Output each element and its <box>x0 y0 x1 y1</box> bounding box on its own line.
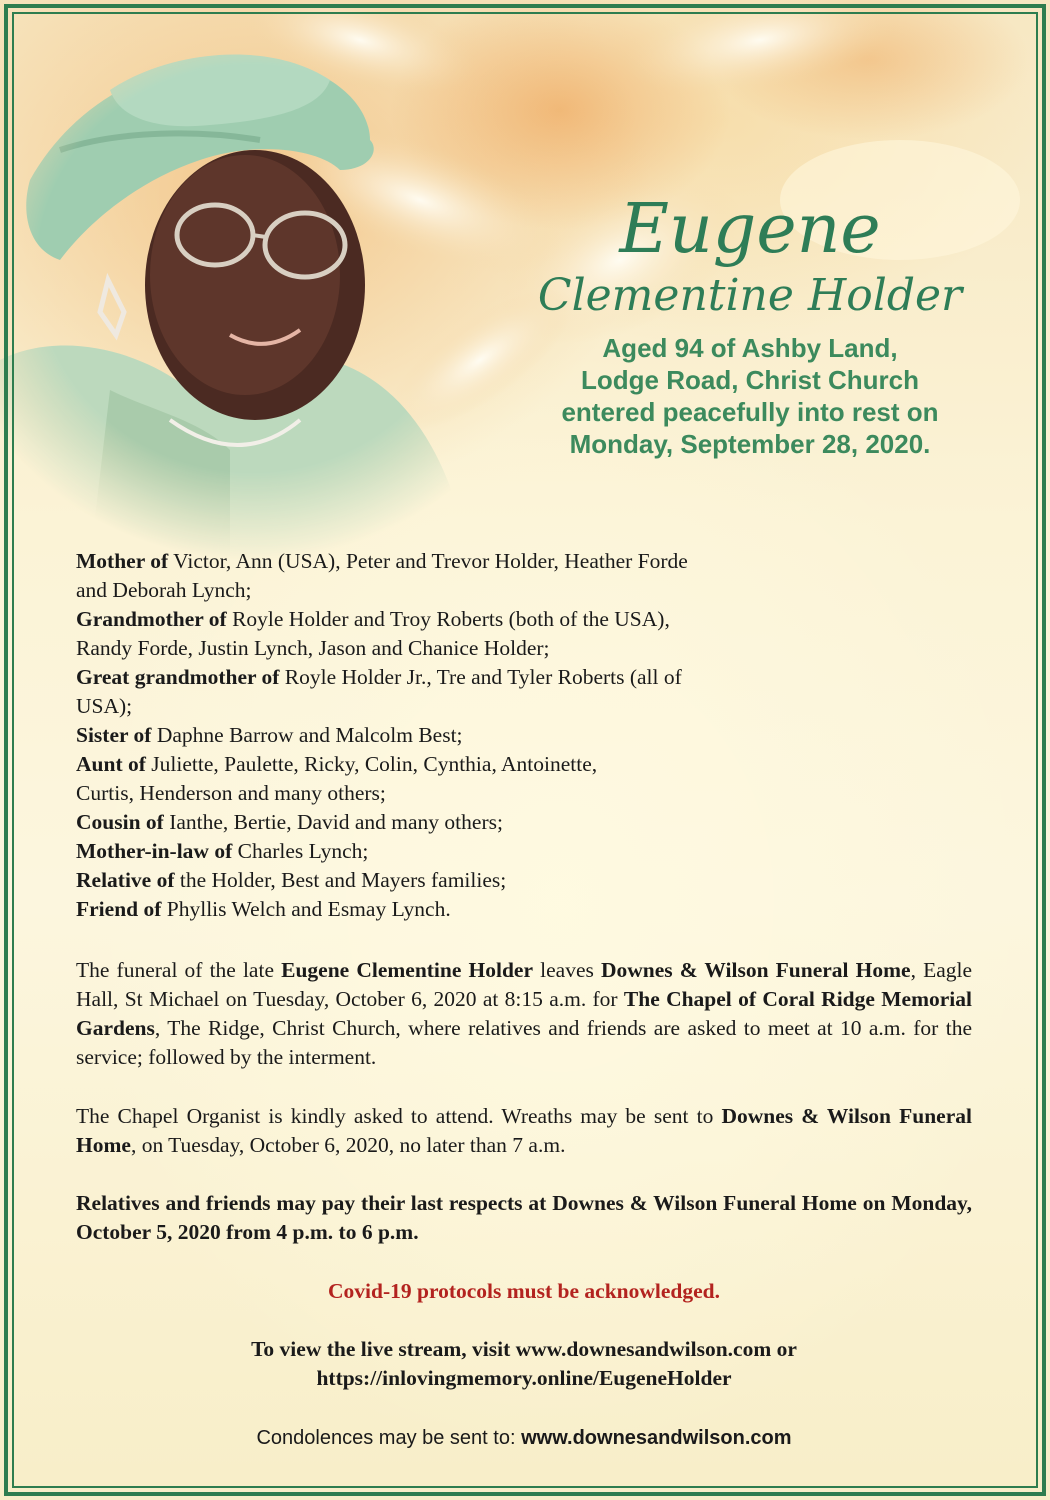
live-stream-line: To view the live stream, visit www.downesandwilson.com or <box>251 1337 797 1361</box>
covid-notice: Covid-19 protocols must be acknowledged. <box>328 1279 720 1303</box>
relation-line <box>76 634 836 663</box>
relation-line <box>76 663 836 692</box>
announcement-line: Aged 94 of Ashby Land, <box>602 333 898 363</box>
relation-line <box>76 808 836 837</box>
condolences-label: Condolences may be sent to: <box>256 1427 522 1449</box>
funeral-text: The funeral of the late <box>76 958 282 982</box>
relation-line <box>76 692 836 721</box>
condolences-url: www.downesandwilson.com <box>521 1427 792 1449</box>
relation-label: Grandmother of <box>76 607 227 631</box>
relation-text: Randy Forde, Justin Lynch, Jason and Chanice Holder; <box>76 636 550 660</box>
wreath-destination: Downes & Wilson Funeral Home <box>76 1104 972 1157</box>
chapel-name: The Chapel of Coral Ridge Memorial Gardens <box>76 987 972 1040</box>
relation-text: the Holder, Best and Mayers families; <box>174 868 507 892</box>
organist-text: , on Tuesday, October 6, 2020, no later than 7 a.m. <box>130 1133 566 1157</box>
relation-label: Mother-in-law of <box>76 839 233 863</box>
relation-text: Phyllis Welch and Esmay Lynch. <box>161 897 451 921</box>
relation-text: Curtis, Henderson and many others; <box>76 781 386 805</box>
funeral-deceased-name: Eugene Clementine Holder <box>281 958 534 982</box>
portrait-photo <box>0 30 560 560</box>
relation-line <box>76 866 836 895</box>
deceased-first-name: Eugene <box>619 190 881 269</box>
relation-text: and Deborah Lynch; <box>76 578 252 602</box>
family-relations-list <box>76 547 836 924</box>
relation-label: Relative of <box>76 868 175 892</box>
announcement-line: Monday, September 28, 2020. <box>569 429 931 459</box>
condolences-info <box>76 1424 972 1453</box>
relation-text: Charles Lynch; <box>232 839 369 863</box>
relation-label: Mother of <box>76 549 169 573</box>
organist-wreaths-paragraph <box>76 1102 972 1160</box>
funeral-details-paragraph <box>76 956 972 1072</box>
announcement-line: entered peacefully into rest on <box>561 397 939 427</box>
announcement-line: Lodge Road, Christ Church <box>581 365 919 395</box>
funeral-text: , The Ridge, Christ Church, where relatives and friends are asked to meet at 10 a.m. for the service; followed by the interment. <box>76 1016 972 1069</box>
funeral-text: leaves <box>533 958 601 982</box>
relation-label: Friend of <box>76 897 162 921</box>
relation-line <box>76 837 836 866</box>
relation-line <box>76 750 836 779</box>
relation-text: Royle Holder and Troy Roberts (both of the USA), <box>226 607 670 631</box>
relation-line <box>76 547 836 576</box>
relation-text: Daphne Barrow and Malcolm Best; <box>151 723 463 747</box>
relation-text: USA); <box>76 694 133 718</box>
funeral-home-name: Downes & Wilson Funeral Home <box>600 958 911 982</box>
relation-label: Great grandmother of <box>76 665 280 689</box>
live-stream-url: https://inlovingmemory.online/EugeneHolder <box>316 1366 732 1390</box>
deceased-middle-last-name: Clementine Holder <box>537 270 963 321</box>
relation-text: Royle Holder Jr., Tre and Tyler Roberts (all of <box>279 665 682 689</box>
organist-text: The Chapel Organist is kindly asked to attend. Wreaths may be sent to <box>76 1104 722 1128</box>
relation-label: Cousin of <box>76 810 164 834</box>
relation-text: Ianthe, Bertie, David and many others; <box>163 810 503 834</box>
relation-line <box>76 576 836 605</box>
relation-line <box>76 779 836 808</box>
relation-line <box>76 721 836 750</box>
relation-line <box>76 605 836 634</box>
relation-label: Sister of <box>76 723 152 747</box>
relation-text: Victor, Ann (USA), Peter and Trevor Holder, Heather Forde <box>168 549 688 573</box>
live-stream-info <box>76 1335 972 1393</box>
relation-label: Aunt of <box>76 752 146 776</box>
relation-line <box>76 895 836 924</box>
viewing-paragraph: Relatives and friends may pay their last respects at Downes & Wilson Funeral Home on Monday, October 5, 2020 from 4 p.m. to 6 p.m. <box>76 1191 972 1244</box>
relation-text: Juliette, Paulette, Ricky, Colin, Cynthia, Antoinette, <box>145 752 598 776</box>
funeral-text: , Eagle Hall, St Michael on Tuesday, October 6, 2020 at 8:15 a.m. for <box>76 958 973 1011</box>
death-announcement <box>520 332 980 460</box>
